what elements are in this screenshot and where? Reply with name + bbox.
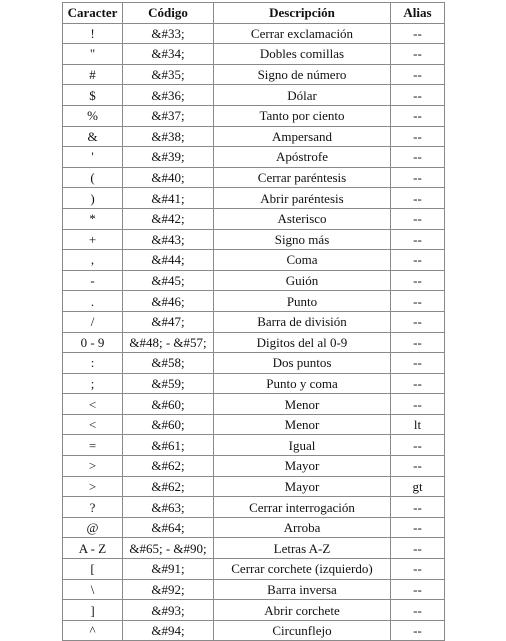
table-row (63, 477, 445, 498)
table-row (63, 394, 445, 415)
cell-codigo: &#38; (123, 127, 214, 148)
table-row (63, 600, 445, 621)
cell-descripcion: Punto y coma (214, 374, 391, 395)
cell-descripcion: Digitos del al 0-9 (214, 333, 391, 354)
table-row (63, 127, 445, 148)
cell-codigo: &#42; (123, 209, 214, 230)
cell-descripcion: Guión (214, 271, 391, 292)
cell-codigo: &#61; (123, 435, 214, 456)
cell-codigo: &#37; (123, 106, 214, 127)
table-row (63, 374, 445, 395)
cell-caracter: ] (63, 600, 123, 621)
cell-alias: -- (391, 621, 445, 641)
cell-caracter: < (63, 394, 123, 415)
cell-descripcion: Dos puntos (214, 353, 391, 374)
cell-codigo: &#36; (123, 85, 214, 106)
cell-caracter: & (63, 127, 123, 148)
cell-alias: gt (391, 477, 445, 498)
table-row (63, 250, 445, 271)
table-row (63, 538, 445, 559)
cell-caracter: = (63, 435, 123, 456)
cell-descripcion: Signo más (214, 230, 391, 251)
cell-codigo: &#60; (123, 394, 214, 415)
cell-alias: -- (391, 518, 445, 539)
cell-caracter: ? (63, 497, 123, 518)
cell-codigo: &#92; (123, 580, 214, 601)
cell-alias: -- (391, 600, 445, 621)
cell-descripcion: Mayor (214, 456, 391, 477)
cell-caracter: > (63, 456, 123, 477)
cell-codigo: &#35; (123, 65, 214, 86)
cell-codigo: &#39; (123, 147, 214, 168)
cell-descripcion: Abrir corchete (214, 600, 391, 621)
cell-alias: -- (391, 435, 445, 456)
cell-descripcion: Cerrar corchete (izquierdo) (214, 559, 391, 580)
cell-codigo: &#44; (123, 250, 214, 271)
cell-caracter: , (63, 250, 123, 271)
cell-alias: -- (391, 312, 445, 333)
table-row (63, 456, 445, 477)
cell-descripcion: Circunflejo (214, 621, 391, 641)
cell-alias: -- (391, 230, 445, 251)
cell-descripcion: Igual (214, 435, 391, 456)
cell-alias: -- (391, 106, 445, 127)
cell-descripcion: Cerrar paréntesis (214, 168, 391, 189)
cell-descripcion: Tanto por ciento (214, 106, 391, 127)
cell-codigo: &#63; (123, 497, 214, 518)
table-header-row (63, 3, 445, 24)
cell-codigo: &#48; - &#57; (123, 333, 214, 354)
cell-codigo: &#33; (123, 24, 214, 45)
table-row (63, 65, 445, 86)
cell-caracter: ' (63, 147, 123, 168)
cell-descripcion: Apóstrofe (214, 147, 391, 168)
cell-alias: -- (391, 333, 445, 354)
cell-alias: -- (391, 147, 445, 168)
cell-codigo: &#93; (123, 600, 214, 621)
cell-codigo: &#91; (123, 559, 214, 580)
cell-descripcion: Cerrar interrogación (214, 497, 391, 518)
cell-caracter: $ (63, 85, 123, 106)
table-row (63, 271, 445, 292)
table-row (63, 580, 445, 601)
cell-alias: -- (391, 127, 445, 148)
cell-alias: -- (391, 580, 445, 601)
cell-codigo: &#65; - &#90; (123, 538, 214, 559)
cell-caracter: @ (63, 518, 123, 539)
cell-descripcion: Barra inversa (214, 580, 391, 601)
cell-caracter: ! (63, 24, 123, 45)
cell-codigo: &#62; (123, 477, 214, 498)
cell-alias: -- (391, 456, 445, 477)
table-row (63, 497, 445, 518)
cell-descripcion: Abrir paréntesis (214, 188, 391, 209)
table-row (63, 147, 445, 168)
header-caracter: Caracter (63, 3, 123, 24)
cell-caracter: / (63, 312, 123, 333)
cell-alias: -- (391, 24, 445, 45)
cell-codigo: &#94; (123, 621, 214, 641)
cell-codigo: &#46; (123, 291, 214, 312)
table-row (63, 312, 445, 333)
cell-codigo: &#60; (123, 415, 214, 436)
table-row (63, 168, 445, 189)
cell-codigo: &#34; (123, 44, 214, 65)
cell-caracter: . (63, 291, 123, 312)
table-row (63, 621, 445, 641)
cell-caracter: # (63, 65, 123, 86)
cell-caracter: - (63, 271, 123, 292)
cell-codigo: &#58; (123, 353, 214, 374)
cell-codigo: &#64; (123, 518, 214, 539)
cell-caracter: + (63, 230, 123, 251)
cell-descripcion: Coma (214, 250, 391, 271)
cell-caracter: \ (63, 580, 123, 601)
cell-alias: -- (391, 394, 445, 415)
cell-codigo: &#45; (123, 271, 214, 292)
cell-caracter: < (63, 415, 123, 436)
cell-caracter: : (63, 353, 123, 374)
header-alias: Alias (391, 3, 445, 24)
cell-caracter: > (63, 477, 123, 498)
table-body (63, 24, 445, 641)
cell-descripcion: Asterisco (214, 209, 391, 230)
character-entity-table (62, 2, 445, 641)
cell-alias: lt (391, 415, 445, 436)
cell-alias: -- (391, 188, 445, 209)
header-descripcion: Descripción (214, 3, 391, 24)
cell-alias: -- (391, 168, 445, 189)
cell-alias: -- (391, 250, 445, 271)
cell-descripcion: Mayor (214, 477, 391, 498)
table-row (63, 518, 445, 539)
table-row (63, 291, 445, 312)
table-row (63, 85, 445, 106)
cell-alias: -- (391, 65, 445, 86)
cell-codigo: &#40; (123, 168, 214, 189)
cell-descripcion: Arroba (214, 518, 391, 539)
cell-descripcion: Dólar (214, 85, 391, 106)
cell-caracter: " (63, 44, 123, 65)
cell-alias: -- (391, 353, 445, 374)
table-row (63, 559, 445, 580)
table-row (63, 353, 445, 374)
cell-alias: -- (391, 85, 445, 106)
header-codigo: Código (123, 3, 214, 24)
cell-alias: -- (391, 538, 445, 559)
cell-caracter: A - Z (63, 538, 123, 559)
cell-caracter: * (63, 209, 123, 230)
cell-alias: -- (391, 291, 445, 312)
cell-caracter: ( (63, 168, 123, 189)
table-row (63, 415, 445, 436)
cell-descripcion: Ampersand (214, 127, 391, 148)
cell-descripcion: Menor (214, 415, 391, 436)
cell-descripcion: Punto (214, 291, 391, 312)
table-row (63, 188, 445, 209)
cell-caracter: 0 - 9 (63, 333, 123, 354)
cell-codigo: &#59; (123, 374, 214, 395)
cell-codigo: &#62; (123, 456, 214, 477)
cell-caracter: ) (63, 188, 123, 209)
cell-descripcion: Letras A-Z (214, 538, 391, 559)
cell-caracter: ; (63, 374, 123, 395)
cell-caracter: ^ (63, 621, 123, 641)
cell-alias: -- (391, 209, 445, 230)
table-row (63, 435, 445, 456)
cell-codigo: &#41; (123, 188, 214, 209)
cell-descripcion: Dobles comillas (214, 44, 391, 65)
cell-codigo: &#47; (123, 312, 214, 333)
cell-alias: -- (391, 559, 445, 580)
cell-codigo: &#43; (123, 230, 214, 251)
cell-descripcion: Menor (214, 394, 391, 415)
cell-caracter: [ (63, 559, 123, 580)
character-table-container (62, 2, 444, 641)
table-row (63, 106, 445, 127)
table-row (63, 230, 445, 251)
cell-descripcion: Signo de número (214, 65, 391, 86)
table-row (63, 333, 445, 354)
table-row (63, 24, 445, 45)
cell-descripcion: Cerrar exclamación (214, 24, 391, 45)
cell-alias: -- (391, 374, 445, 395)
cell-caracter: % (63, 106, 123, 127)
cell-descripcion: Barra de división (214, 312, 391, 333)
cell-alias: -- (391, 44, 445, 65)
cell-alias: -- (391, 271, 445, 292)
cell-alias: -- (391, 497, 445, 518)
table-row (63, 209, 445, 230)
table-row (63, 44, 445, 65)
